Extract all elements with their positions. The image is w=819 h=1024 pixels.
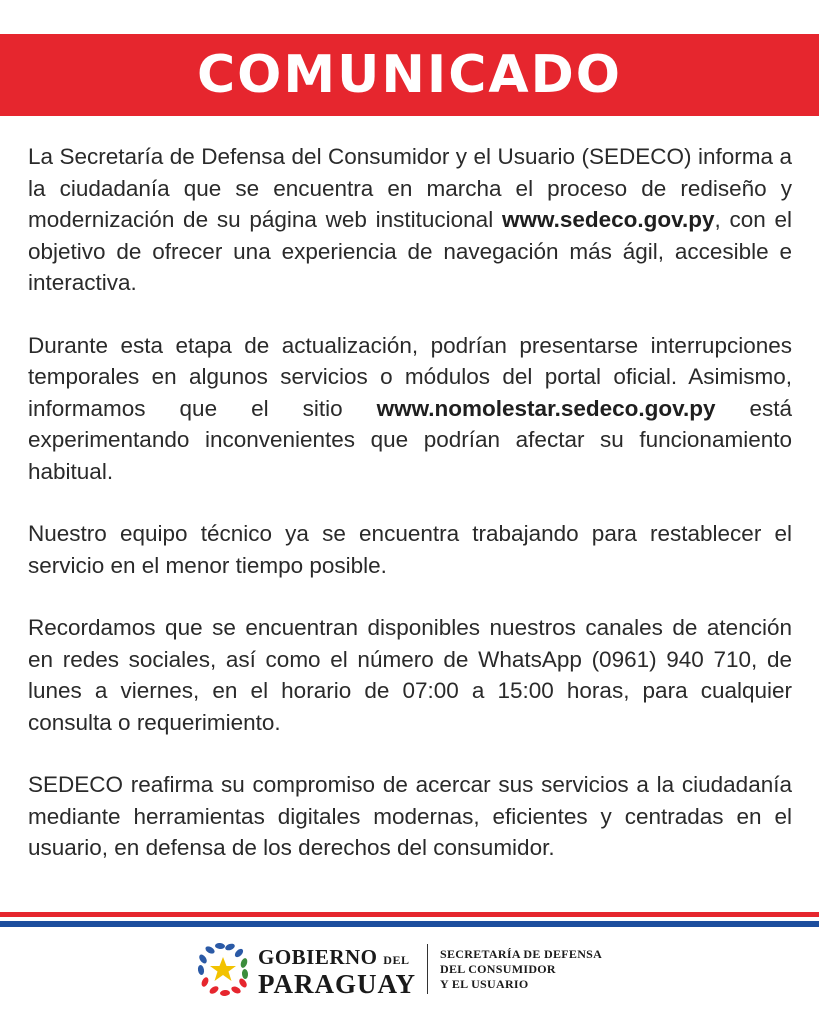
paragraph-1: La Secretaría de Defensa del Consumidor y el Usuario (SEDECO) informa a la ciudadanía que se encuentra en marcha el proceso de rediseño y modernización de su página web institucional www.sedeco.gov.py, con el objetivo de ofrecer una experiencia de navegación más ágil, accesible e interactiva.: [28, 144, 793, 295]
paragraph-2: Durante esta etapa de actualización, podrían presentarse interrupciones temporales en algunos servicios o módulos del portal oficial. Asimismo, informamos que el sitio www.nomolestar.sedeco.gov.py está experimentando inconvenientes que podrían afectar su funcionamiento habitual.: [28, 332, 793, 484]
header-banner: [0, 34, 819, 116]
sedeco-logo-text: SECRETARÍA DE DEFENSA DEL CONSUMIDOR Y EL USUARIO: [440, 947, 603, 991]
paragraph-5: SEDECO reafirma su compromiso de acercar sus servicios a la ciudadanía mediante herramientas digitales modernas, eficientes y centradas en el usuario, en defensa de los derechos del consumidor.: [28, 772, 792, 860]
gobierno-del-paraguay-logo: GOBIERNO DEL PARAGUAY: [258, 945, 417, 999]
page-title: COMUNICADO: [197, 45, 622, 105]
flag-stripe-blue: [0, 921, 819, 927]
nomolestar-website-link[interactable]: www.nomolestar.sedeco.gov.py: [376, 395, 716, 421]
government-seal-icon: [194, 940, 252, 998]
sedeco-website-link[interactable]: www.sedeco.gov.py: [501, 207, 715, 232]
footer-divider: [427, 944, 428, 994]
footer: [0, 940, 819, 1000]
flag-stripe-red: [0, 912, 819, 917]
paragraph-4: Recordamos que se encuentran disponibles nuestros canales de atención en redes sociales, así como el número de WhatsApp (0961) 940 710, de lunes a viernes, en el horario de 07:00 a 15:00 horas, para cualquier consulta o requerimiento.: [28, 615, 792, 735]
paragraph-3: Nuestro equipo técnico ya se encuentra trabajando para restablecer el servicio en el menor tiempo posible.: [28, 521, 792, 578]
announcement-body: [28, 141, 792, 895]
